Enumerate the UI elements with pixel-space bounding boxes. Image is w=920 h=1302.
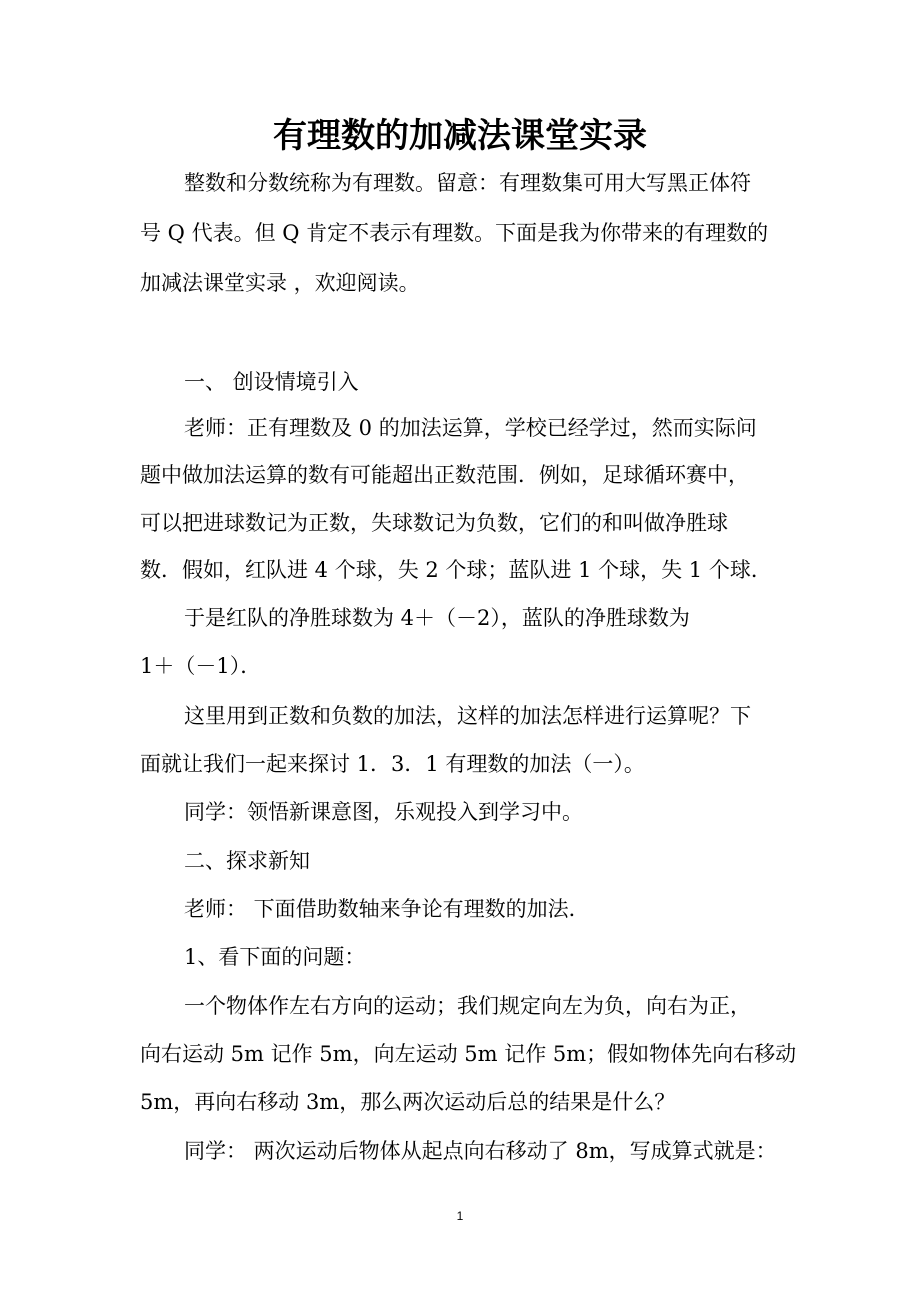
paragraph-line: 这里用到正数和负数的加法，这样的加法怎样进行运算呢？下 xyxy=(184,704,751,728)
page-number: 1 xyxy=(456,1209,464,1223)
section-heading: 一、 创设情境引入 xyxy=(184,370,359,394)
paragraph-line: 可以把进球数记为正数，失球数记为负数，它们的和叫做净胜球 xyxy=(140,511,728,535)
paragraph-line: 数．假如，红队进 4 个球，失 2 个球；蓝队进 1 个球，失 1 个球． xyxy=(140,558,772,582)
paragraph-line: 号 Q 代表。但 Q 肯定不表示有理数。下面是我为你带来的有理数的 xyxy=(140,221,769,245)
section-heading: 二、探求新知 xyxy=(184,849,310,873)
paragraph-line: 题中做加法运算的数有可能超出正数范围．例如，足球循环赛中， xyxy=(140,463,749,487)
paragraph-line: 同学：领悟新课意图，乐观投入到学习中。 xyxy=(184,800,583,824)
paragraph-line: 整数和分数统称为有理数。留意：有理数集可用大写黑正体符 xyxy=(184,171,751,195)
paragraph-line: 一个物体作左右方向的运动；我们规定向左为负，向右为正， xyxy=(184,994,751,1018)
paragraph-line: 老师：正有理数及 0 的加法运算，学校已经学过，然而实际问 xyxy=(184,416,757,440)
paragraph-line: 老师： 下面借助数轴来争论有理数的加法． xyxy=(184,897,590,921)
document-title: 有理数的加减法课堂实录 xyxy=(273,116,647,156)
paragraph-line: 1、看下面的问题： xyxy=(184,945,366,969)
paragraph-line: 5m，再向右移动 3m，那么两次运动后总的结果是什么？ xyxy=(140,1090,676,1114)
paragraph-line: 于是红队的净胜球数为 4＋（－2），蓝队的净胜球数为 xyxy=(184,606,690,630)
paragraph-line: 面就让我们一起来探讨 1．3．1 有理数的加法（一）。 xyxy=(140,752,645,776)
paragraph-line: 向右运动 5m 记作 5m，向左运动 5m 记作 5m；假如物体先向右移动 xyxy=(140,1042,797,1066)
paragraph-line: 同学： 两次运动后物体从起点向右移动了 8m，写成算式就是： xyxy=(184,1139,777,1163)
paragraph-line: 加减法课堂实录 ，欢迎阅读。 xyxy=(140,271,420,295)
paragraph-line: 1＋（－1）． xyxy=(140,654,262,678)
